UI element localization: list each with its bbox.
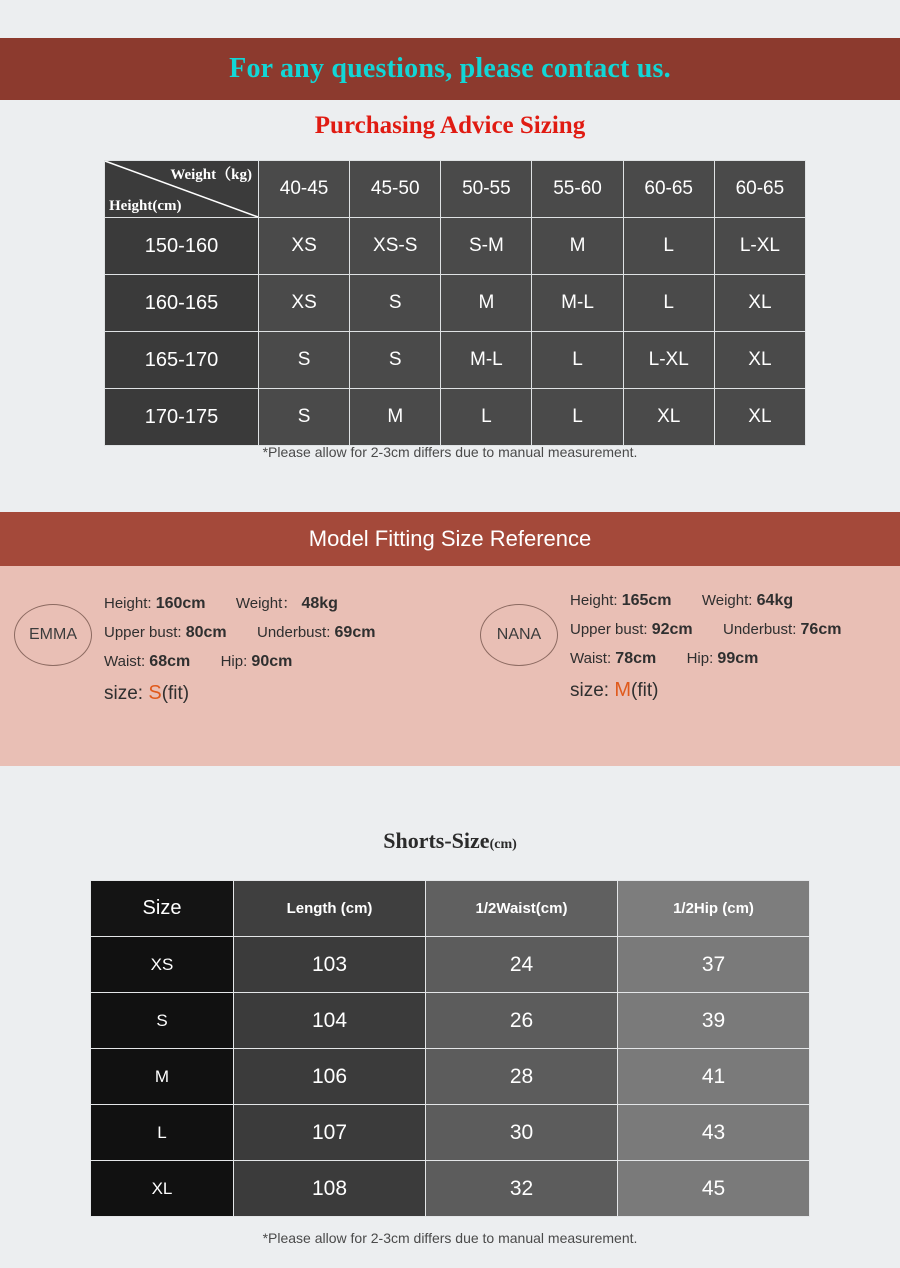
cell-half-hip: 39 (618, 993, 810, 1049)
shorts-measurement-note: *Please allow for 2-3cm differs due to manual measurement. (262, 1230, 638, 1246)
upper-bust-value: 80cm (185, 624, 227, 641)
hip-label: Hip: (686, 650, 714, 667)
shorts-size-title (0, 828, 900, 854)
size-cell: S (259, 389, 350, 446)
size-cell: S-M (441, 218, 532, 275)
size-cell: XL (714, 389, 805, 446)
hip-label: Hip: (220, 653, 248, 670)
size-cell: L (441, 389, 532, 446)
hip-value: 90cm (251, 653, 293, 670)
contact-banner (0, 38, 900, 100)
column-header-half-hip: 1/2Hip (cm) (618, 881, 810, 937)
shorts-size-table (90, 880, 810, 1217)
weight-axis-label: Weight（kg) (170, 167, 252, 183)
model-fitting-body (0, 566, 900, 766)
model-bust-line (570, 621, 841, 639)
model-fitting-banner (0, 512, 900, 566)
size-cell: L-XL (714, 218, 805, 275)
height-row-header: 160-165 (105, 275, 259, 332)
hip-value: 99cm (717, 650, 759, 667)
size-cell: L (532, 332, 623, 389)
size-cell: XL (714, 275, 805, 332)
column-header-half-waist: 1/2Waist(cm) (426, 881, 618, 937)
height-value: 165cm (621, 592, 672, 609)
model-fitting-banner-text: Model Fitting Size Reference (308, 526, 592, 551)
model-height-weight-line (570, 592, 841, 610)
height-row-header: 165-170 (105, 332, 259, 389)
cell-size: M (91, 1049, 234, 1105)
underbust-label: Underbust: (722, 621, 797, 638)
cell-half-hip: 37 (618, 937, 810, 993)
height-row-header: 150-160 (105, 218, 259, 275)
table-row (91, 937, 810, 993)
size-cell: M-L (532, 275, 623, 332)
size-cell: XS-S (350, 218, 441, 275)
underbust-value: 69cm (334, 624, 376, 641)
table-row (105, 275, 806, 332)
waist-value: 68cm (149, 653, 191, 670)
table-row (91, 993, 810, 1049)
table-header-row (105, 161, 806, 218)
table-row (91, 1105, 810, 1161)
weight-column-header: 40-45 (259, 161, 350, 218)
cell-half-hip: 43 (618, 1105, 810, 1161)
model-size-line (570, 679, 841, 702)
weight-label: Weight： (235, 595, 298, 612)
height-row-header: 170-175 (105, 389, 259, 446)
cell-half-waist: 28 (426, 1049, 618, 1105)
size-cell: L (623, 218, 714, 275)
height-value: 160cm (155, 595, 206, 612)
cell-half-waist: 30 (426, 1105, 618, 1161)
purchasing-advice-table (104, 160, 806, 446)
weight-column-header: 60-65 (714, 161, 805, 218)
cell-size: S (91, 993, 234, 1049)
weight-column-header: 50-55 (441, 161, 532, 218)
size-cell: L (532, 389, 623, 446)
cell-size: L (91, 1105, 234, 1161)
size-label: size: (104, 683, 144, 704)
model-bust-line (104, 624, 375, 642)
waist-value: 78cm (615, 650, 657, 667)
cell-half-waist: 26 (426, 993, 618, 1049)
model-height-weight-line (104, 592, 375, 613)
size-cell: S (259, 332, 350, 389)
table-row (91, 1161, 810, 1217)
cell-half-waist: 24 (426, 937, 618, 993)
table-row (105, 332, 806, 389)
upper-bust-label: Upper bust: (570, 621, 648, 638)
weight-label: Weight: (701, 592, 753, 609)
underbust-value: 76cm (800, 621, 842, 638)
cell-size: XS (91, 937, 234, 993)
cell-half-waist: 32 (426, 1161, 618, 1217)
column-header-length: Length (cm) (234, 881, 426, 937)
size-cell: XS (259, 275, 350, 332)
size-cell: L-XL (623, 332, 714, 389)
size-label: size: (570, 680, 610, 701)
weight-column-header: 55-60 (532, 161, 623, 218)
size-cell: M (532, 218, 623, 275)
size-cell: S (350, 332, 441, 389)
model-waist-hip-line (104, 653, 375, 671)
shorts-size-title-text: Shorts-Size (383, 828, 490, 853)
model-name-badge: EMMA (14, 604, 92, 666)
size-value: S (148, 682, 162, 704)
upper-bust-label: Upper bust: (104, 624, 182, 641)
waist-label: Waist: (570, 650, 612, 667)
model-card-nana (480, 592, 841, 702)
cell-length: 103 (234, 937, 426, 993)
weight-value: 48kg (301, 595, 338, 612)
weight-column-header: 45-50 (350, 161, 441, 218)
cell-length: 107 (234, 1105, 426, 1161)
table-row (91, 1049, 810, 1105)
cell-half-hip: 41 (618, 1049, 810, 1105)
advice-measurement-note: *Please allow for 2-3cm differs due to manual measurement. (262, 444, 638, 460)
model-waist-hip-line (570, 650, 841, 668)
table-row (105, 218, 806, 275)
size-cell: XL (623, 389, 714, 446)
cell-size: XL (91, 1161, 234, 1217)
size-cell: S (350, 275, 441, 332)
model-name-badge: NANA (480, 604, 558, 666)
weight-column-header: 60-65 (623, 161, 714, 218)
waist-label: Waist: (104, 653, 146, 670)
size-cell: M (350, 389, 441, 446)
size-cell: XS (259, 218, 350, 275)
size-suffix: (fit) (161, 683, 190, 704)
height-label: Height: (104, 595, 152, 612)
shorts-size-title-unit: (cm) (489, 837, 517, 852)
cell-length: 106 (234, 1049, 426, 1105)
contact-banner-text: For any questions, please contact us. (229, 53, 671, 84)
size-cell: M (441, 275, 532, 332)
model-card-emma (14, 592, 375, 705)
size-cell: L (623, 275, 714, 332)
size-value: M (614, 679, 632, 701)
table-row (105, 389, 806, 446)
underbust-label: Underbust: (256, 624, 331, 641)
upper-bust-value: 92cm (651, 621, 693, 638)
table-header-row (91, 881, 810, 937)
weight-value: 64kg (756, 592, 794, 609)
purchasing-advice-title: Purchasing Advice Sizing (314, 112, 586, 139)
size-cell: XL (714, 332, 805, 389)
cell-length: 108 (234, 1161, 426, 1217)
size-suffix: (fit) (631, 680, 659, 701)
model-size-line (104, 682, 375, 705)
height-axis-label: Height(cm) (109, 198, 182, 214)
size-cell: M-L (441, 332, 532, 389)
column-header-size: Size (91, 881, 234, 937)
height-label: Height: (570, 592, 618, 609)
weight-height-corner-cell (105, 161, 259, 218)
cell-length: 104 (234, 993, 426, 1049)
cell-half-hip: 45 (618, 1161, 810, 1217)
